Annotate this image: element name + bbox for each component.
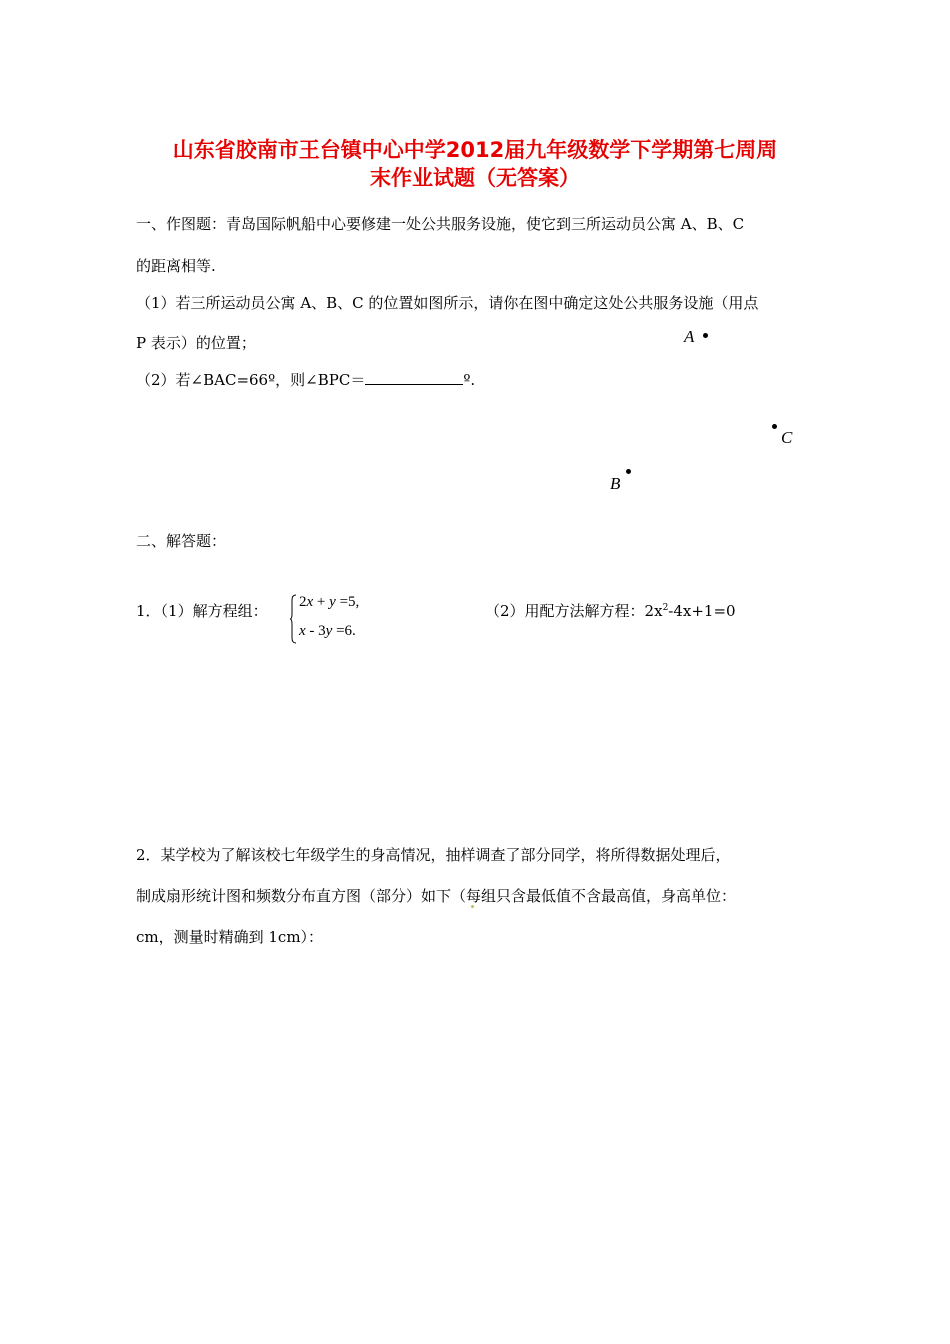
document-title-line-1: 山东省胶南市王台镇中心中学2012届九年级数学下学期第七周周 xyxy=(172,138,778,162)
equation-2: x - 3y =6. xyxy=(299,623,356,639)
point-c-label: C xyxy=(781,428,793,447)
section1-text-line-2: 的距离相等. xyxy=(136,257,216,275)
annotation-mark xyxy=(471,905,474,908)
equation-1: 2x + y =5, xyxy=(299,594,360,610)
problem2-line-3: cm，测量时精确到 1cm）： xyxy=(136,928,324,946)
question1-line-1: （1）若三所运动员公寓 A、B、C 的位置如图所示，请你在图中确定这处公共服务设施（用点 xyxy=(136,294,759,312)
document-title-line-2: 末作业试题（无答案） xyxy=(370,166,580,190)
section2-heading: 二、解答题： xyxy=(136,532,227,550)
equation-system-brace xyxy=(290,594,296,644)
point-c-dot xyxy=(772,424,777,429)
point-b-label: B xyxy=(610,474,621,493)
point-a-dot xyxy=(703,333,708,338)
question1-line-2: P 表示）的位置； xyxy=(136,334,256,352)
answer-blank xyxy=(365,370,463,385)
problem1-part2: （2）用配方法解方程：$2x^2-4x+1=0$ xyxy=(485,602,736,620)
problem2-line-1: 2．某学校为了解该校七年级学生的身高情况，抽样调查了部分同学，将所得数据处理后， xyxy=(136,846,731,864)
section1-text-line-1: 一、作图题：青岛国际帆船中心要修建一处公共服务设施，使它到三所运动员公寓 A、B、C xyxy=(136,215,745,233)
point-b-dot xyxy=(626,469,631,474)
problem2-line-2: 制成扇形统计图和频数分布直方图（部分）如下（每组只含最低值不含最高值，身高单位： xyxy=(136,887,737,905)
question2-suffix: º. xyxy=(463,371,476,389)
question2-line xyxy=(136,370,475,390)
question2-prefix: （2）若∠BAC=66º，则∠BPC＝ xyxy=(136,371,366,389)
point-a-label: A xyxy=(684,327,695,346)
problem1-part1-label: 1．（1）解方程组： xyxy=(136,602,268,620)
